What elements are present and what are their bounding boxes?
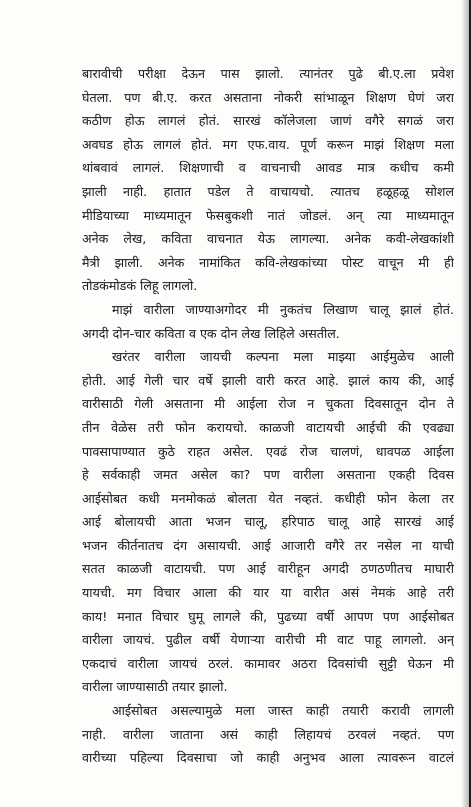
text-line: आईसोबत कधी मनमोकळं बोलता येत नव्हतं. कधीही फोन केला तर [82, 490, 454, 506]
text-line: आईसोबत असल्यामुळे मला जास्त काही तयारी करावी लागली [112, 703, 454, 719]
text-line: थांबवावं लागलं. शिक्षणाची व वाचनाची आवड मात्र कधीच कमी [82, 160, 454, 176]
paragraph [82, 298, 454, 345]
text-line: मैत्री झाली. अनेक नामांकित कवि-लेखकांच्या पोस्ट वाचून मी ही [82, 254, 454, 270]
text-line: घेतला. पण बी.ए. करत असताना नोकरी सांभाळून शिक्षण घेणं जरा [82, 89, 454, 105]
paragraph [82, 345, 454, 699]
text-line: वारीला जायचं. पुढील वर्षी येणाऱ्या वारीची मी वाट पाहू लागलो. अन् [82, 632, 454, 648]
text-line: वारीच्या पहिल्या दिवसाचा जो काही अनुभव आला त्यावरून वाटलं [82, 750, 454, 766]
text-line: अनेक लेख, कविता वाचनात येऊ लागल्या. अनेक कवी-लेखकांशी [82, 231, 454, 247]
text-line: बारावीची परीक्षा देऊन पास झालो. त्यानंतर पुढे बी.ए.ला प्रवेश [82, 66, 454, 81]
text-line: वारीला जाण्यासाठी तयार झालो. [82, 679, 228, 695]
text-line: हे सर्वकाही जमत असेल का? पण वारीला असताना एकही दिवस [82, 467, 454, 483]
text-line: झाली नाही. हातात पडेल ते वाचायचो. त्यातच हळूहळू सोशल [82, 183, 454, 199]
text-line: पावसापाण्यात कुठे राहत असेल. एवढं रोज चालणं, धावपळ आईला [82, 443, 454, 459]
text-line: नाही. वारीला जाताना असं काही लिहायचं ठरवलं नव्हतं. पण [82, 726, 454, 742]
paragraph [82, 699, 454, 770]
text-line: सतत काळजी वाटायची. पण आई वारीहून अगदी ठणठणीतच माघारी [82, 561, 454, 577]
text-line: भजन कीर्तनातच दंग असायची. आई आजारी वगैरे तर नसेल ना याची [82, 537, 454, 553]
text-line: अगदी दोन-चार कविता व एक दोन लेख लिहिले असतील. [82, 325, 340, 341]
text-line: अवघड होऊ लागलं होतं. मग एफ.वाय. पूर्ण करून माझं शिक्षण मला [82, 136, 454, 152]
text-line: कठीण होऊ लागलं होतं. सारखं कॉलेजला जाणं वगैरे सगळं जरा [82, 113, 454, 129]
text-line: तोडकंमोडकं लिहू लागलो. [82, 278, 198, 294]
text-line: आई बोलायची आता भजन चालू, हरिपाठ चालू आहे सारखं आई [82, 514, 454, 530]
text-line: मीडियाच्या माध्यमातून फेसबुकशी नातं जोडलं. अन् त्या माध्यमातून [82, 207, 454, 223]
text-line: तीन वेळेस तरी फोन करायचो. काळजी वाटायची आईची की एवढ्या [82, 419, 454, 435]
body-text [82, 62, 454, 770]
text-line: माझं वारीला जाण्याअगोदर मी नुकतंच लिखाण चालू झालं होतं. [112, 301, 454, 317]
text-line: यायची. मग विचार आला की यार या वारीत असं नेमकं आहे तरी [82, 585, 454, 601]
text-line: वारीसाठी गेली असताना मी आईला रोज न चुकता दिवसातून दोन ते [82, 396, 454, 412]
text-line: काय! मनात विचार घुमू लागले की, पुढच्या वर्षी आपण पण आईसोबत [82, 608, 454, 624]
text-line: खरंतर वारीला जायची कल्पना मला माझ्या आईमुळेच आली [112, 349, 454, 365]
text-line: होती. आई गेली चार वर्षे झाली वारी करत आहे. झालं काय की, आई [82, 372, 454, 388]
text-line: एकदाचं वारीला जायचं ठरलं. कामावर अठरा दिवसांची सुट्टी घेऊन मी [82, 655, 454, 671]
paragraph [82, 62, 454, 298]
